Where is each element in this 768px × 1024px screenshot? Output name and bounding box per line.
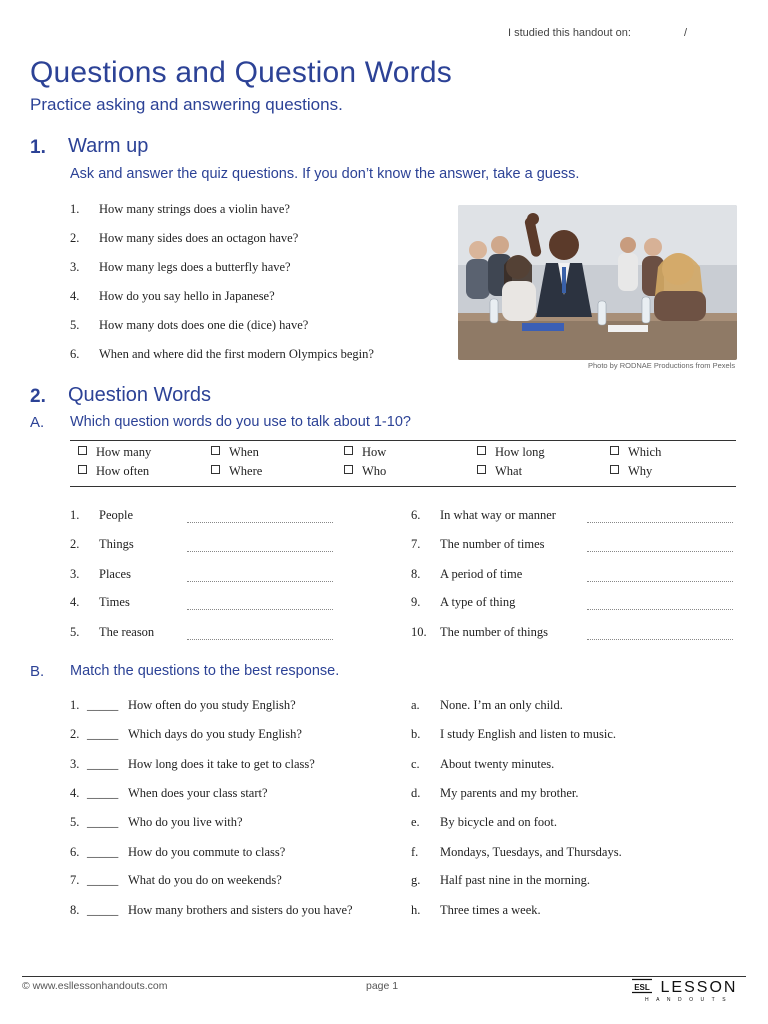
answer-blank[interactable]: _____ xyxy=(87,873,119,887)
answer-line[interactable] xyxy=(587,551,733,552)
response-item: Three times a week. xyxy=(440,903,541,917)
part-b-instruction: Match the questions to the best response. xyxy=(70,663,340,679)
response-letter: d. xyxy=(411,786,421,800)
logo-lesson-text: LESSON xyxy=(660,979,738,996)
answer-line[interactable] xyxy=(187,551,333,552)
checkbox-icon[interactable] xyxy=(477,446,486,455)
word-label: Who xyxy=(362,464,387,478)
answer-line[interactable] xyxy=(587,522,733,523)
list-item-number: 1. xyxy=(70,508,80,522)
list-item: When and where did the first modern Olympics begin? xyxy=(99,347,374,361)
list-item: When does your class start? xyxy=(128,786,268,800)
list-item: How long does it take to get to class? xyxy=(128,757,315,771)
answer-line[interactable] xyxy=(587,609,733,610)
classroom-photo xyxy=(458,205,737,360)
answer-line[interactable] xyxy=(187,522,333,523)
word-checkbox[interactable] xyxy=(477,445,545,460)
answer-blank[interactable]: _____ xyxy=(87,903,119,917)
page-number: page 1 xyxy=(366,980,399,992)
list-item: Who do you live with? xyxy=(128,815,243,829)
list-item: How do you commute to class? xyxy=(128,845,286,859)
section2-title: Question Words xyxy=(68,384,212,406)
answer-line[interactable] xyxy=(187,639,333,640)
list-item: How do you say hello in Japanese? xyxy=(99,289,275,303)
list-item: How many sides does an octagon have? xyxy=(99,231,299,245)
checkbox-icon[interactable] xyxy=(344,446,353,455)
list-item-number: 8. xyxy=(70,903,80,917)
answer-line[interactable] xyxy=(187,581,333,582)
checkbox-icon[interactable] xyxy=(211,446,220,455)
word-label: Which xyxy=(628,445,662,459)
list-item-number: 1. xyxy=(70,202,80,216)
word-label: How xyxy=(362,445,387,459)
answer-line[interactable] xyxy=(187,609,333,610)
list-item-number: 4. xyxy=(70,595,80,609)
word-checkbox[interactable] xyxy=(211,464,262,479)
list-item-number: 3. xyxy=(70,757,80,771)
list-item-number: 5. xyxy=(70,318,80,332)
answer-blank[interactable]: _____ xyxy=(87,815,119,829)
answer-blank[interactable]: _____ xyxy=(87,786,119,800)
footer-rule xyxy=(22,976,746,977)
word-label: How many xyxy=(96,445,152,459)
list-item-number: 5. xyxy=(70,625,80,639)
response-letter: c. xyxy=(411,757,420,771)
response-letter: f. xyxy=(411,845,419,859)
word-checkbox[interactable] xyxy=(344,464,386,479)
list-item: Which days do you study English? xyxy=(128,727,302,741)
list-item: A period of time xyxy=(440,567,523,581)
logo-handouts-text: HANDOUTS xyxy=(644,997,734,1002)
list-item-number: 7. xyxy=(411,537,421,551)
word-checkbox[interactable] xyxy=(344,445,386,460)
answer-line[interactable] xyxy=(587,581,733,582)
answer-blank[interactable]: _____ xyxy=(87,757,119,771)
word-box-top-rule xyxy=(70,440,736,441)
response-item: My parents and my brother. xyxy=(440,786,579,800)
list-item: In what way or manner xyxy=(440,508,556,522)
word-label: How often xyxy=(96,464,150,478)
answer-blank[interactable]: _____ xyxy=(87,845,119,859)
list-item-number: 8. xyxy=(411,567,421,581)
list-item: People xyxy=(99,508,134,522)
section1-instruction: Ask and answer the quiz questions. If you don’t know the answer, take a guess. xyxy=(70,166,580,182)
word-checkbox[interactable] xyxy=(211,445,259,460)
list-item-number: 10. xyxy=(411,625,427,639)
list-item-number: 3. xyxy=(70,260,80,274)
checkbox-icon[interactable] xyxy=(610,465,619,474)
response-item: I study English and listen to music. xyxy=(440,727,617,741)
list-item-number: 7. xyxy=(70,873,80,887)
word-label: What xyxy=(495,464,523,478)
checkbox-icon[interactable] xyxy=(78,465,87,474)
list-item-number: 1. xyxy=(70,698,80,712)
response-item: None. I’m an only child. xyxy=(440,698,563,712)
checkbox-icon[interactable] xyxy=(610,446,619,455)
answer-line[interactable] xyxy=(587,639,733,640)
list-item: The number of times xyxy=(440,537,545,551)
list-item: How many strings does a violin have? xyxy=(99,202,290,216)
list-item-number: 6. xyxy=(70,845,80,859)
word-label: Where xyxy=(229,464,263,478)
list-item-number: 3. xyxy=(70,567,80,581)
list-item: How many legs does a butterfly have? xyxy=(99,260,291,274)
list-item: The reason xyxy=(99,625,155,639)
list-item-number: 2. xyxy=(70,727,80,741)
photo-credit: Photo by RODNAE Productions from Pexels xyxy=(588,361,736,370)
list-item-number: 9. xyxy=(411,595,421,609)
section1-number: 1. xyxy=(30,137,46,158)
checkbox-icon[interactable] xyxy=(78,446,87,455)
response-letter: g. xyxy=(411,873,421,887)
word-checkbox[interactable] xyxy=(610,445,661,460)
word-checkbox[interactable] xyxy=(610,464,652,479)
list-item: Things xyxy=(99,537,134,551)
answer-blank[interactable]: _____ xyxy=(87,698,119,712)
list-item-number: 2. xyxy=(70,537,80,551)
response-item: About twenty minutes. xyxy=(440,757,555,771)
part-a-letter: A. xyxy=(30,414,45,431)
response-letter: e. xyxy=(411,815,420,829)
response-item: Half past nine in the morning. xyxy=(440,873,590,887)
page-subtitle: Practice asking and answering questions. xyxy=(30,95,343,114)
checkbox-icon[interactable] xyxy=(211,465,220,474)
list-item: Places xyxy=(99,567,131,581)
word-checkbox[interactable] xyxy=(477,464,522,479)
footer-url: © www.esllessonhandouts.com xyxy=(22,980,168,992)
list-item-number: 6. xyxy=(70,347,80,361)
studied-date-slash: / xyxy=(684,27,688,39)
esl-lesson-handouts-logo xyxy=(632,978,746,1002)
response-letter: b. xyxy=(411,727,421,741)
list-item-number: 2. xyxy=(70,231,80,245)
studied-date-label: I studied this handout on: xyxy=(508,27,631,39)
response-letter: a. xyxy=(411,698,420,712)
list-item: A type of thing xyxy=(440,595,516,609)
response-item: By bicycle and on foot. xyxy=(440,815,557,829)
word-checkbox[interactable] xyxy=(78,464,149,479)
list-item-number: 4. xyxy=(70,289,80,303)
word-label: How long xyxy=(495,445,545,459)
list-item-number: 5. xyxy=(70,815,80,829)
part-b-letter: B. xyxy=(30,663,45,680)
list-item-number: 4. xyxy=(70,786,80,800)
word-box-bottom-rule xyxy=(70,486,736,487)
checkbox-icon[interactable] xyxy=(477,465,486,474)
response-item: Mondays, Tuesdays, and Thursdays. xyxy=(440,845,622,859)
page-title: Questions and Question Words xyxy=(30,56,452,89)
list-item: Times xyxy=(99,595,130,609)
section2-number: 2. xyxy=(30,386,46,407)
word-label: Why xyxy=(628,464,653,478)
word-label: When xyxy=(229,445,259,459)
answer-blank[interactable]: _____ xyxy=(87,727,119,741)
list-item: How many dots does one die (dice) have? xyxy=(99,318,309,332)
part-a-instruction: Which question words do you use to talk about 1-10? xyxy=(70,414,411,430)
list-item: What do you do on weekends? xyxy=(128,873,282,887)
list-item: How often do you study English? xyxy=(128,698,296,712)
word-checkbox[interactable] xyxy=(78,445,151,460)
list-item-number: 6. xyxy=(411,508,421,522)
section1-title: Warm up xyxy=(68,135,149,157)
logo-esl-text: ESL xyxy=(634,983,650,992)
checkbox-icon[interactable] xyxy=(344,465,353,474)
response-letter: h. xyxy=(411,903,421,917)
list-item: How many brothers and sisters do you have? xyxy=(128,903,353,917)
list-item: The number of things xyxy=(440,625,548,639)
